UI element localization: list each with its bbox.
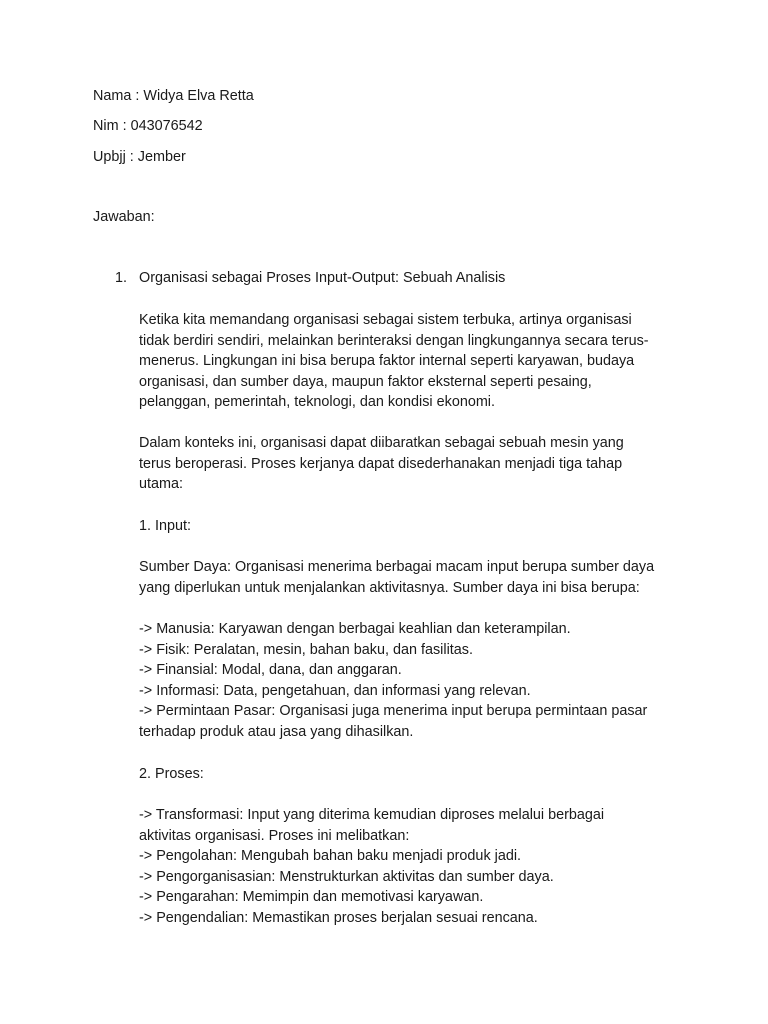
paragraph-line: tidak berdiri sendiri, melainkan berinteraksi dengan lingkungannya secara terus- [139,332,649,349]
paragraph-line: menerus. Lingkungan ini bisa berupa faktor internal seperti karyawan, budaya [139,353,635,369]
list-item: aktivitas organisasi. Proses ini melibatkan: [139,827,410,844]
paragraph-line: yang diperlukan untuk menjalankan aktivitasnya. Sumber daya ini bisa berupa: [139,579,640,596]
input-heading: 1. Input: [139,518,192,534]
student-nim: Nim : 043076542 [93,118,203,134]
paragraph-line: utama: [139,476,183,492]
list-item: terhadap produk atau jasa yang dihasilkan. [139,723,414,740]
item-number: 1. [115,270,128,286]
answer-label: Jawaban: [93,209,155,225]
paragraph-line: Sumber Daya: Organisasi menerima berbagai macam input berupa sumber daya [139,559,655,575]
list-item: -> Fisik: Peralatan, mesin, bahan baku, dan fasilitas. [139,641,473,658]
paragraph-line: Dalam konteks ini, organisasi dapat diibaratkan sebagai sebuah mesin yang [139,435,624,451]
paragraph-line: pelanggan, pemerintah, teknologi, dan kondisi ekonomi. [139,394,496,410]
list-item: -> Pengolahan: Mengubah bahan baku menjadi produk jadi. [139,848,522,864]
item-title: Organisasi sebagai Proses Input-Output: Sebuah Analisis [139,270,506,286]
student-upbjj: Upbjj : Jember [93,149,186,165]
paragraph-line: organisasi, dan sumber daya, maupun faktor eksternal seperti pesaing, [139,373,592,390]
proses-heading: 2. Proses: [139,766,204,782]
list-item: -> Transformasi: Input yang diterima kemudian diproses melalui berbagai [139,807,605,823]
paragraph-line: terus beroperasi. Proses kerjanya dapat disederhanakan menjadi tiga tahap [139,455,623,472]
list-item: -> Pengendalian: Memastikan proses berjalan sesuai rencana. [139,909,538,926]
paragraph-line: Ketika kita memandang organisasi sebagai sistem terbuka, artinya organisasi [139,312,632,328]
list-item: -> Informasi: Data, pengetahuan, dan informasi yang relevan. [139,682,531,699]
list-item: -> Permintaan Pasar: Organisasi juga menerima input berupa permintaan pasar [139,703,648,719]
list-item: -> Manusia: Karyawan dengan berbagai keahlian dan keterampilan. [139,621,571,637]
list-item: -> Pengarahan: Memimpin dan memotivasi karyawan. [139,889,484,905]
list-item: -> Finansial: Modal, dana, dan anggaran. [139,662,402,678]
student-name: Nama : Widya Elva Retta [93,88,254,104]
list-item: -> Pengorganisasian: Menstrukturkan aktivitas dan sumber daya. [139,868,554,885]
